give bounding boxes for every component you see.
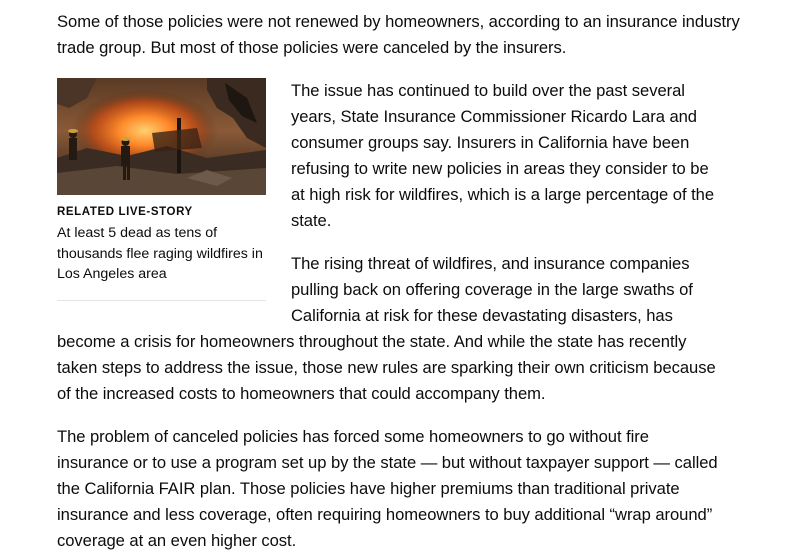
paragraph-line: of the increased costs to homeowners that could accompany them. — [57, 384, 546, 403]
paragraph-line: The issue has continued to build over the past several — [291, 81, 685, 100]
divider — [57, 300, 266, 301]
paragraph-line: at high risk for wildfires, which is a large percentage of the — [291, 185, 715, 204]
paragraph-line: insurance and less coverage, often requiring homeowners to buy additional “wrap around” — [57, 505, 713, 524]
paragraph-line: refusing to write new policies in areas they consider to be — [291, 159, 709, 178]
paragraph-line: The rising threat of wildfires, and insurance companies — [291, 254, 690, 273]
paragraph-line: pulling back on offering coverage in the large swaths of — [291, 280, 693, 299]
related-kicker: RELATED LIVE-STORY — [57, 206, 193, 218]
related-story-image[interactable] — [57, 78, 266, 195]
paragraph-line: become a crisis for homeowners throughout the state. And while the state has recently — [57, 332, 687, 351]
paragraph-line: consumer groups say. Insurers in California have been — [291, 133, 690, 152]
paragraph-line: years, State Insurance Commissioner Ricardo Lara and — [291, 107, 697, 126]
paragraph-1: Some of those policies were not renewed by homeowners, according to an insurance industry trade group. But most of those policies were canceled by the insurers. — [57, 12, 740, 57]
related-story-headline[interactable]: At least 5 dead as tens of thousands flee raging wildfires in Los Angeles area — [57, 225, 263, 282]
paragraph-line: California at risk for these devastating disasters, has — [291, 306, 673, 325]
paragraph-line: taken steps to address the issue, those new rules are sparking their own criticism because — [57, 358, 716, 377]
paragraph-line: The problem of canceled policies has forced some homeowners to go without fire — [57, 427, 649, 446]
paragraph-line: the California FAIR plan. Those policies have higher premiums than traditional private — [57, 479, 680, 498]
related-story-card — [57, 78, 266, 285]
paragraph-line: insurance or to use a program set up by the state — but without taxpayer support — called — [57, 453, 718, 472]
wildfire-photo — [57, 78, 266, 195]
paragraph-line: state. — [291, 211, 332, 230]
paragraph-line: coverage at an even higher cost. — [57, 531, 297, 550]
